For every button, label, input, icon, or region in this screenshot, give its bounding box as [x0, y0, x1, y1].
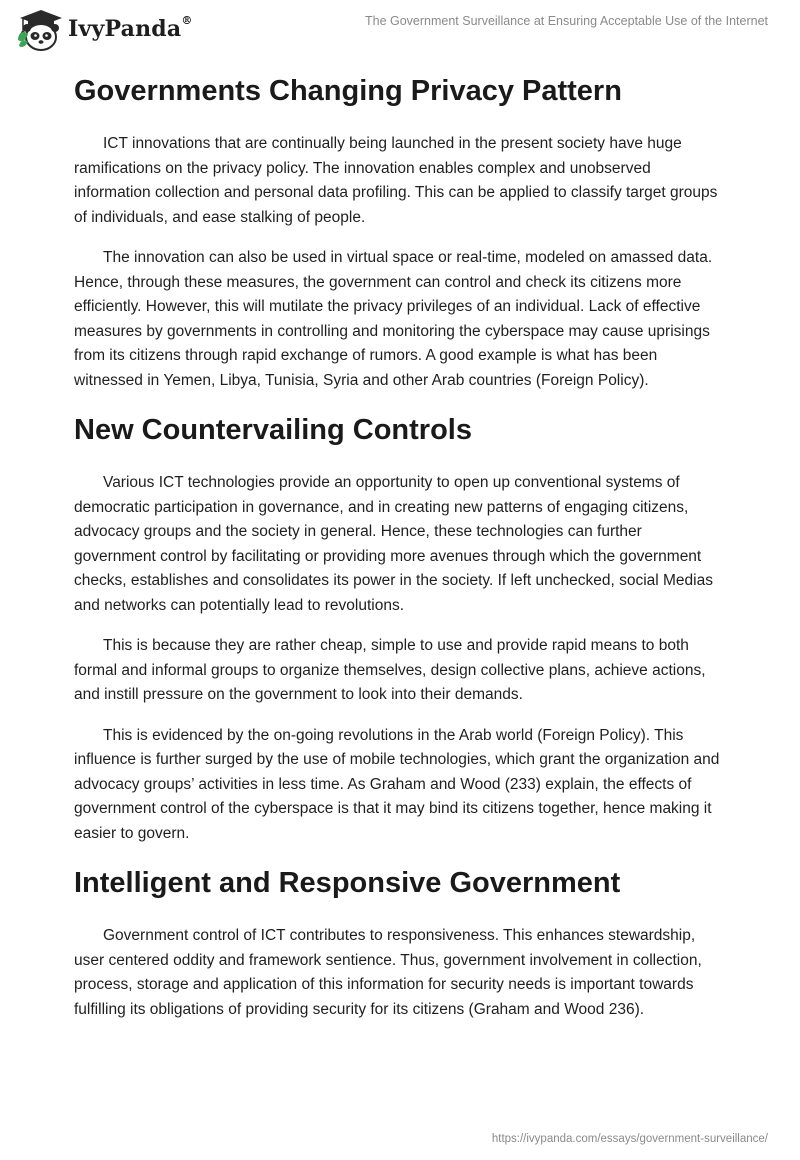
page-header	[0, 0, 800, 60]
paragraph: The innovation can also be used in virtual space or real-time, modeled on amassed data. Hence, through these measures, the government can control and check its citizens more efficiently. However, this will mutilate the privacy privileges of an individual. Lack of effective measures by governments in controlling and monitoring the cyberspace may cause uprisings from its citizens through rapid exchange of rumors. A good example is what has been witnessed in Yemen, Libya, Tunisia, Syria and other Arab countries (Foreign Policy).	[74, 249, 713, 389]
source-url[interactable]: https://ivypanda.com/essays/government-surveillance/	[491, 1133, 768, 1145]
section-responsive-government	[74, 864, 724, 1022]
section-heading: Intelligent and Responsive Government	[74, 867, 621, 899]
panda-graduate-icon	[14, 6, 64, 52]
paragraph: This is evidenced by the on-going revolutions in the Arab world (Foreign Policy). This influence is further surged by the use of mobile technologies, which grant the organization and advocacy groups’ activities in less time. As Graham and Wood (233) explain, the effects of government control of the cyberspace is that it may bind its citizens together, hence making it easier to govern.	[74, 726, 720, 842]
section-heading: New Countervailing Controls	[74, 414, 472, 446]
brand-name: IvyPanda®	[68, 14, 193, 42]
paragraph: Government control of ICT contributes to responsiveness. This enhances stewardship, user centered oddity and framework sentience. Thus, government involvement in collection, process, storage and application of this information for security needs is important towards fulfilling its obligations of providing security for its citizens (Graham and Wood 236).	[74, 927, 702, 1018]
paragraph: Various ICT technologies provide an opportunity to open up conventional systems of democratic participation in governance, and in creating new patterns of engaging citizens, advocacy groups and the society in general. Hence, these technologies can further government control by facilitating or providing more avenues through which the government checks, establishes and consolidates its power in the society. If left unchecked, social Medias and networks can potentially lead to revolutions.	[74, 474, 713, 614]
paragraph: This is because they are rather cheap, simple to use and provide rapid means to both formal and informal groups to organize themselves, design collective plans, achieve actions, and instill pressure on the government to look into their demands.	[74, 637, 706, 703]
paragraph: ICT innovations that are continually being launched in the present society have huge ramifications on the privacy policy. The innovation enables complex and unobserved information collection and personal data profiling. This can be applied to classify target groups of individuals, and ease stalking of people.	[74, 135, 718, 226]
section-heading: Governments Changing Privacy Pattern	[74, 75, 622, 107]
ivypanda-logo[interactable]	[14, 6, 193, 52]
document-title: The Government Surveillance at Ensuring Acceptable Use of the Internet	[364, 14, 768, 28]
section-privacy-pattern	[74, 72, 724, 393]
section-countervailing-controls	[74, 411, 724, 846]
essay-content	[74, 72, 724, 1022]
